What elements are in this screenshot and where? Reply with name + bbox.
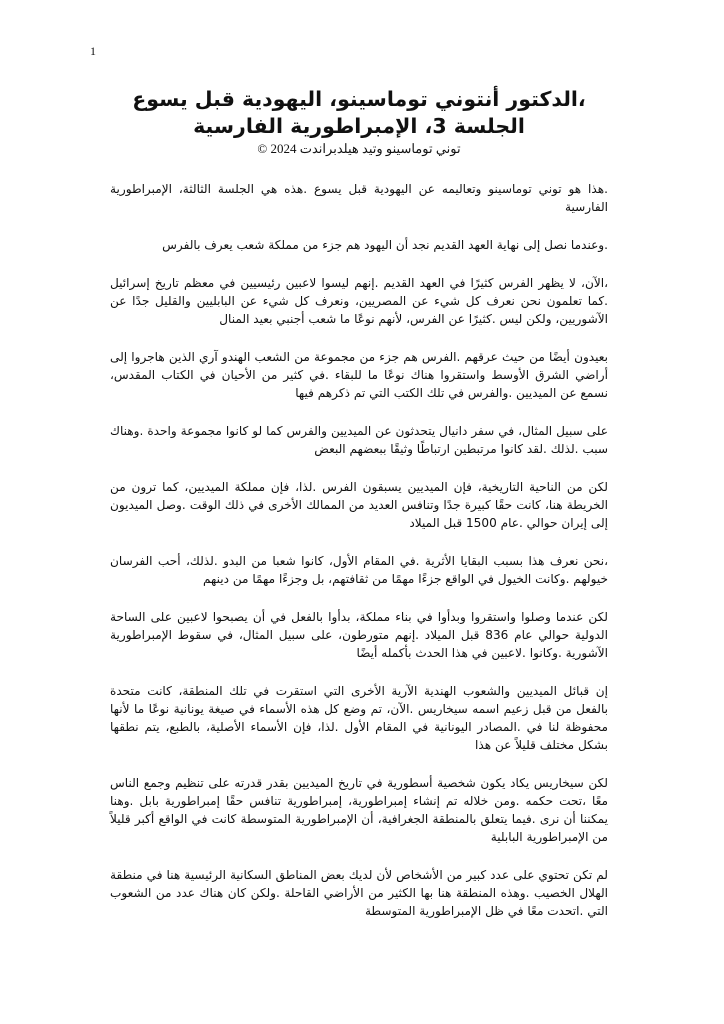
- document-header: [110, 86, 608, 157]
- page-number: 1: [90, 44, 96, 58]
- paragraph: .وعندما نصل إلى نهاية العهد القديم نجد أن اليهود هم جزء من مملكة شعب يعرف بالفرس: [162, 238, 608, 252]
- paragraph: لكن عندما وصلوا واستقروا وبدأوا في بناء مملكة، بدأوا بالفعل في أن يصبحوا لاعبين على الساحة الدولية حوالي عام 836 قبل الميلاد .إنهم متورطون، على سبيل المثال، في سقوط الإمبراطورية الآشورية .وكانوا .لاعبين في هذا الحدث بأكمله أيضًا: [110, 610, 608, 660]
- paragraph: على سبيل المثال، في سفر دانيال يتحدثون عن الميديين والفرس كما لو كانوا مجموعة واحدة .وهناك سبب .لذلك .لقد كانوا مرتبطين ارتباطًا وثيقًا ببعضهم البعض: [110, 424, 608, 456]
- paragraph: ،نحن نعرف هذا بسبب البقايا الأثرية .في المقام الأول، كانوا شعبا من البدو .لذلك، أحب الفرسان خيولهم .وكانت الخيول في الواقع جزءًا مهمًا من ثقافتهم، بل وجزءًا مهمًا من دينهم: [110, 554, 608, 586]
- document-body: [110, 180, 608, 940]
- paragraph: إن قبائل الميديين والشعوب الهندية الآرية الأخرى التي استقرت في تلك المنطقة، كانت متحدة بالفعل من قبل زعيم اسمه سيخاريس .الآن، تم وضع كل هذه الأسماء في صيغة يونانية نوعًا ما لأنها محفوظة لنا في .المصادر اليونانية في المقام الأول .لذا، فإن الأسماء الأصلية، بالطبع، يتم نطقها بشكل مختلف قليلاً عن هذا: [110, 684, 608, 752]
- paragraph: لكن من الناحية التاريخية، فإن الميديين يسبقون الفرس .لذا، فإن مملكة الميديين، كما ترون من الخريطة هنا، كانت حقًا كبيرة جدًا وتنافس العديد من الممالك الأخرى في ذلك الوقت .وصل الميديون إلى إيران حوالي .عام 1500 قبل الميلاد: [110, 480, 608, 530]
- title-line-1: ،الدكتور أنتوني توماسينو، اليهودية قبل يسوع: [132, 87, 586, 111]
- paragraph: .هذا هو توني توماسينو وتعاليمه عن اليهودية قبل يسوع .هذه هي الجلسة الثالثة، الإمبراطورية الفارسية: [110, 182, 608, 214]
- paragraph: بعيدون أيضًا من حيث عرقهم .الفرس هم جزء من مجموعة من الشعب الهندو آري الذين هاجروا إلى أراضي الشرق الأوسط واستقروا هناك نوعًا ما للبقاء .في كثير من الأحيان في الكتاب المقدس، نسمع عن الميديين .والفرس في تلك الكتب التي تم ذكرهم فيها: [110, 350, 608, 400]
- copyright-line: توني توماسينو وتيد هيلدبراندت 2024 ©: [257, 141, 461, 156]
- title-line-2: الجلسة 3، الإمبراطورية الفارسية: [193, 114, 525, 138]
- document-title: [110, 86, 608, 140]
- paragraph: لكن سيخاريس يكاد يكون شخصية أسطورية في تاريخ الميديين بقدر قدرته على تنظيم وجمع الناس معًا ،تحت حكمه .ومن خلاله تم إنشاء إمبراطورية، إمبراطورية تنافس حقًا إمبراطورية بابل .وهنا يمكننا أن نرى .فيما يتعلق بالمنطقة الجغرافية، أن الإمبراطورية المتوسطة كانت في الواقع أكبر قليلاً من الإمبراطورية البابلية: [110, 776, 608, 844]
- paragraph: لم تكن تحتوي على عدد كبير من الأشخاص لأن لديك بعض المناطق السكانية الرئيسية هنا في منطقة الهلال الخصيب .وهذه المنطقة هنا بها الكثير من الأراضي القاحلة .ولكن كان هناك عدد من الشعوب التي .اتحدت معًا في ظل الإمبراطورية المتوسطة: [110, 868, 608, 918]
- paragraph: ،الآن، لا يظهر الفرس كثيرًا في العهد القديم .إنهم ليسوا لاعبين رئيسيين في معظم تاريخ إسرائيل .كما تعلمون نحن نعرف كل شيء عن المصريين، ونعرف كل شيء عن البابليين والقليل جدًا عن الآشوريين، ولكن ليس .كثيرًا عن الفرس، لأنهم نوعًا ما شعب أجنبي بعيد المنال: [110, 276, 608, 326]
